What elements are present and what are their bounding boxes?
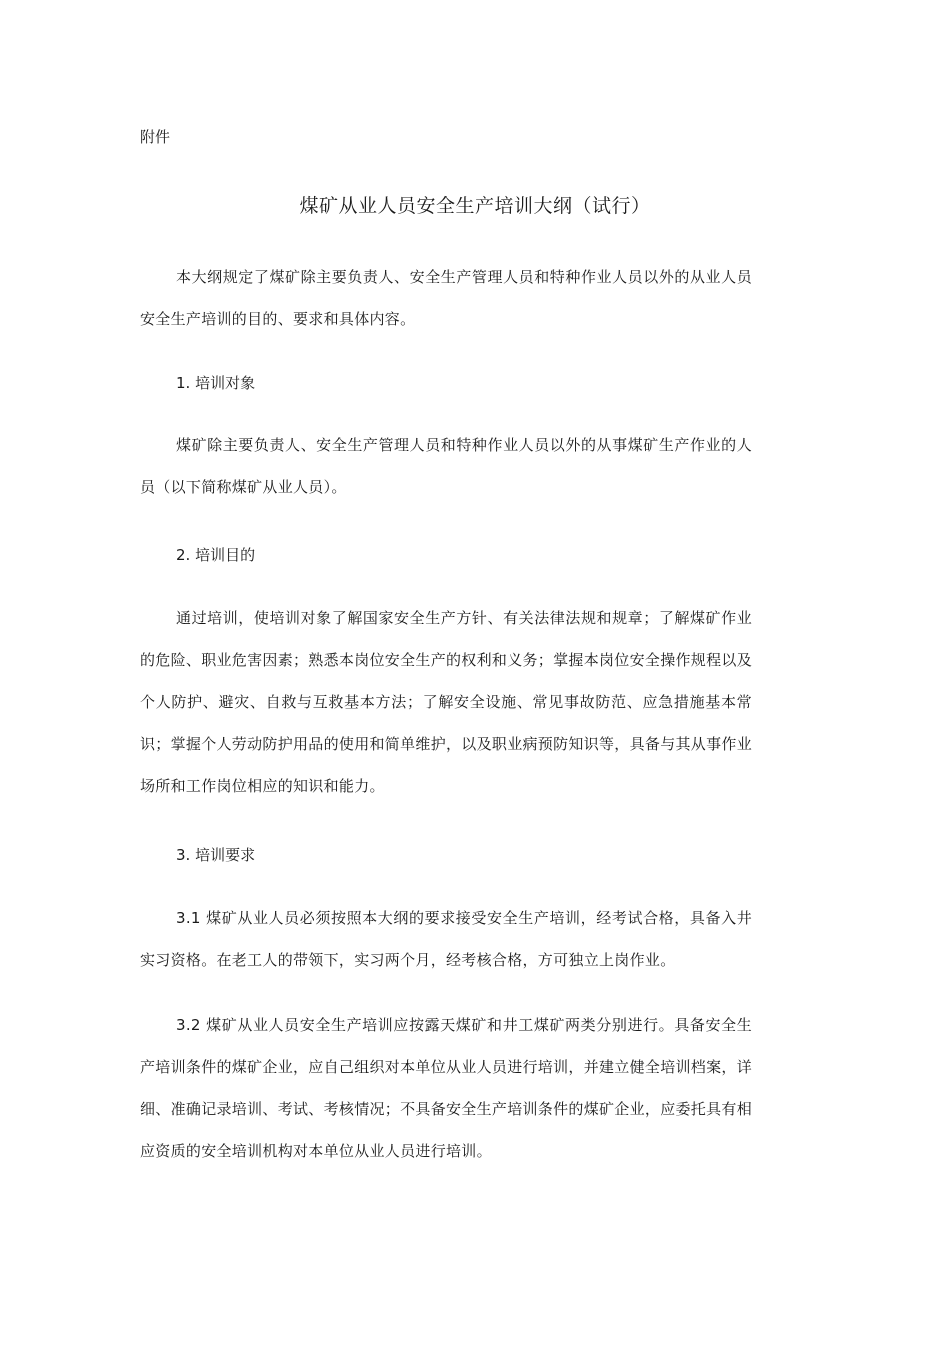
- document-title: 煤矿从业人员安全生产培训大纲（试行）: [299, 195, 651, 217]
- section-1-heading: 1. 培训对象: [176, 374, 256, 392]
- section-2-paragraph: 通过培训，使培训对象了解国家安全生产方针、有关法律法规和规章；了解煤矿作业的危险、职业危害因素；熟悉本岗位安全生产的权利和义务；掌握本岗位安全操作规程以及个人防护、避灾、自救与互救基本方法；了解安全设施、常见事故防范、应急措施基本常识；掌握个人劳动防护用品的使用和简单维护，以及职业病预防知识等，具备与其从事作业场所和工作岗位相应的知识和能力。: [140, 609, 753, 795]
- section-3-1-paragraph: 3.1 煤矿从业人员必须按照本大纲的要求接受安全生产培训，经考试合格，具备入井实习资格。在老工人的带领下，实习两个月，经考核合格，方可独立上岗作业。: [140, 909, 752, 969]
- section-3-heading: 3. 培训要求: [176, 846, 256, 864]
- section-2-heading: 2. 培训目的: [176, 546, 256, 564]
- section-3-2-paragraph: 3.2 煤矿从业人员安全生产培训应按露天煤矿和井工煤矿两类分别进行。具备安全生产培训条件的煤矿企业，应自己组织对本单位从业人员进行培训，并建立健全培训档案，详细、准确记录培训、考试、考核情况；不具备安全生产培训条件的煤矿企业，应委托具有相应资质的安全培训机构对本单位从业人员进行培训。: [140, 1016, 753, 1160]
- attachment-label: 附件: [140, 128, 171, 146]
- intro-paragraph: 本大纲规定了煤矿除主要负责人、安全生产管理人员和特种作业人员以外的从业人员安全生产培训的目的、要求和具体内容。: [140, 268, 752, 328]
- section-1-paragraph: 煤矿除主要负责人、安全生产管理人员和特种作业人员以外的从事煤矿生产作业的人员（以下简称煤矿从业人员）。: [140, 436, 752, 496]
